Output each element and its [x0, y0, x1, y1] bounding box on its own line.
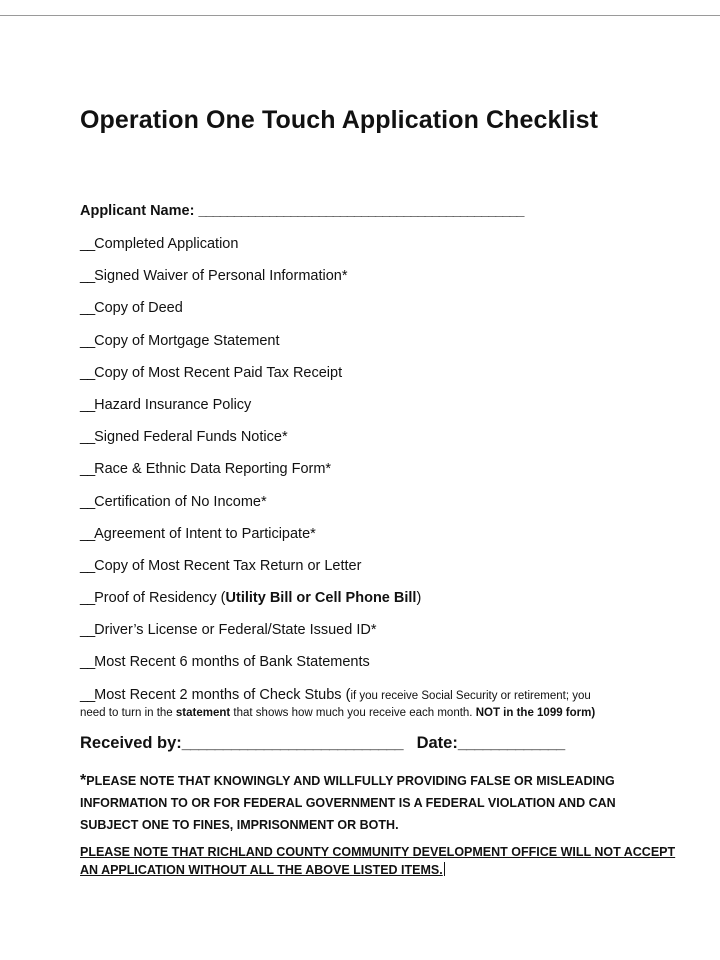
checklist-item	[80, 653, 421, 685]
check-blank[interactable]: __	[80, 525, 95, 542]
check-blank[interactable]: __	[80, 687, 95, 703]
checklist-item-residency	[80, 589, 421, 621]
checklist-item	[80, 299, 421, 331]
checklist-item-label: Agreement of Intent to Participate*	[94, 525, 316, 542]
applicant-name-blank[interactable]: ______________________________________________	[198, 203, 524, 219]
checklist-item	[80, 621, 421, 653]
note-text: need to turn in the	[80, 707, 176, 719]
incomplete-application-notice	[80, 843, 680, 879]
check-stubs-note-line1: if you receive Social Security or retirement; you	[350, 690, 591, 702]
check-blank[interactable]: __	[80, 654, 95, 671]
checklist-item-label: Copy of Most Recent Paid Tax Receipt	[94, 364, 343, 381]
check-blank[interactable]: __	[80, 236, 95, 252]
date-blank[interactable]: _____________	[457, 734, 565, 752]
applicant-name-line	[80, 203, 523, 219]
check-blank[interactable]: __	[80, 396, 95, 413]
checklist-item-label: Copy of Most Recent Tax Return or Letter	[94, 557, 362, 574]
checklist-item-check-stubs	[80, 686, 680, 722]
notice-asterisk: *	[80, 772, 87, 789]
check-stubs-note-line2	[80, 705, 680, 722]
residency-bill-types: Utility Bill or Cell Phone Bill	[225, 590, 417, 607]
applicant-name-label: Applicant Name:	[80, 203, 195, 219]
check-blank[interactable]: __	[80, 493, 95, 510]
checklist-item-label: Driver’s License or Federal/State Issued ID*	[94, 622, 377, 639]
checklist	[80, 235, 421, 686]
check-stubs-paren: (	[345, 687, 351, 703]
received-by-blank[interactable]: ___________________________	[181, 734, 403, 752]
received-by-label: Received by:	[80, 734, 182, 752]
checklist-item	[80, 235, 421, 267]
checklist-item	[80, 396, 421, 428]
check-blank[interactable]: __	[80, 622, 95, 639]
note-bold-statement: statement	[175, 707, 231, 719]
residency-prefix: Proof of Residency (	[94, 590, 226, 607]
check-blank[interactable]: __	[80, 429, 95, 446]
checklist-item	[80, 332, 421, 364]
received-by-line	[80, 734, 564, 753]
checklist-item	[80, 267, 421, 299]
note-close-paren: )	[591, 707, 596, 719]
checklist-item	[80, 428, 421, 460]
checklist-item	[80, 364, 421, 396]
check-blank[interactable]: __	[80, 461, 95, 478]
check-blank[interactable]: __	[80, 557, 95, 574]
checklist-item	[80, 525, 421, 557]
checklist-item-label: Race & Ethnic Data Reporting Form*	[94, 461, 332, 478]
page-title: Operation One Touch Application Checklist	[80, 106, 599, 134]
text-cursor	[444, 862, 446, 876]
page-top-border	[0, 15, 720, 16]
checklist-item-label: Hazard Insurance Policy	[94, 396, 252, 413]
checklist-item	[80, 493, 421, 525]
check-blank[interactable]: __	[80, 300, 95, 317]
check-blank[interactable]: __	[80, 332, 95, 349]
check-blank[interactable]: __	[80, 590, 95, 607]
checklist-item-label: Certification of No Income*	[94, 493, 267, 510]
checklist-item-label: Copy of Mortgage Statement	[94, 332, 280, 349]
check-blank[interactable]: __	[80, 364, 95, 381]
checklist-item-label: Most Recent 6 months of Bank Statements	[94, 654, 370, 671]
check-stubs-label: Most Recent 2 months of Check Stubs	[94, 687, 346, 703]
false-info-notice	[80, 770, 660, 836]
checklist-item	[80, 460, 421, 492]
checklist-item-label: Signed Federal Funds Notice*	[94, 429, 288, 446]
checklist-item-label: Copy of Deed	[94, 300, 183, 317]
notice-text: PLEASE NOTE THAT KNOWINGLY AND WILLFULLY PROVIDING FALSE OR MISLEADING INFORMATION TO OR FOR FEDERAL GOVERNMENT IS A FEDERAL VIOLATION AND CAN SUBJECT ONE TO FINES, IMPRISONMENT OR BOTH.	[80, 774, 616, 832]
note-bold-1099: NOT in the 1099 form	[475, 707, 592, 719]
checklist-item-label: Completed Application	[94, 236, 239, 252]
note-text: that shows how much you receive each month.	[230, 707, 476, 719]
checklist-item-label: Signed Waiver of Personal Information*	[94, 268, 348, 285]
checklist-item	[80, 557, 421, 589]
check-blank[interactable]: __	[80, 268, 95, 285]
date-label: Date:	[416, 734, 458, 752]
residency-suffix: )	[416, 590, 422, 607]
notice2-text: PLEASE NOTE THAT RICHLAND COUNTY COMMUNITY DEVELOPMENT OFFICE WILL NOT ACCEPT AN APPLICATION WITHOUT ALL THE ABOVE LISTED ITEMS.	[80, 845, 676, 877]
